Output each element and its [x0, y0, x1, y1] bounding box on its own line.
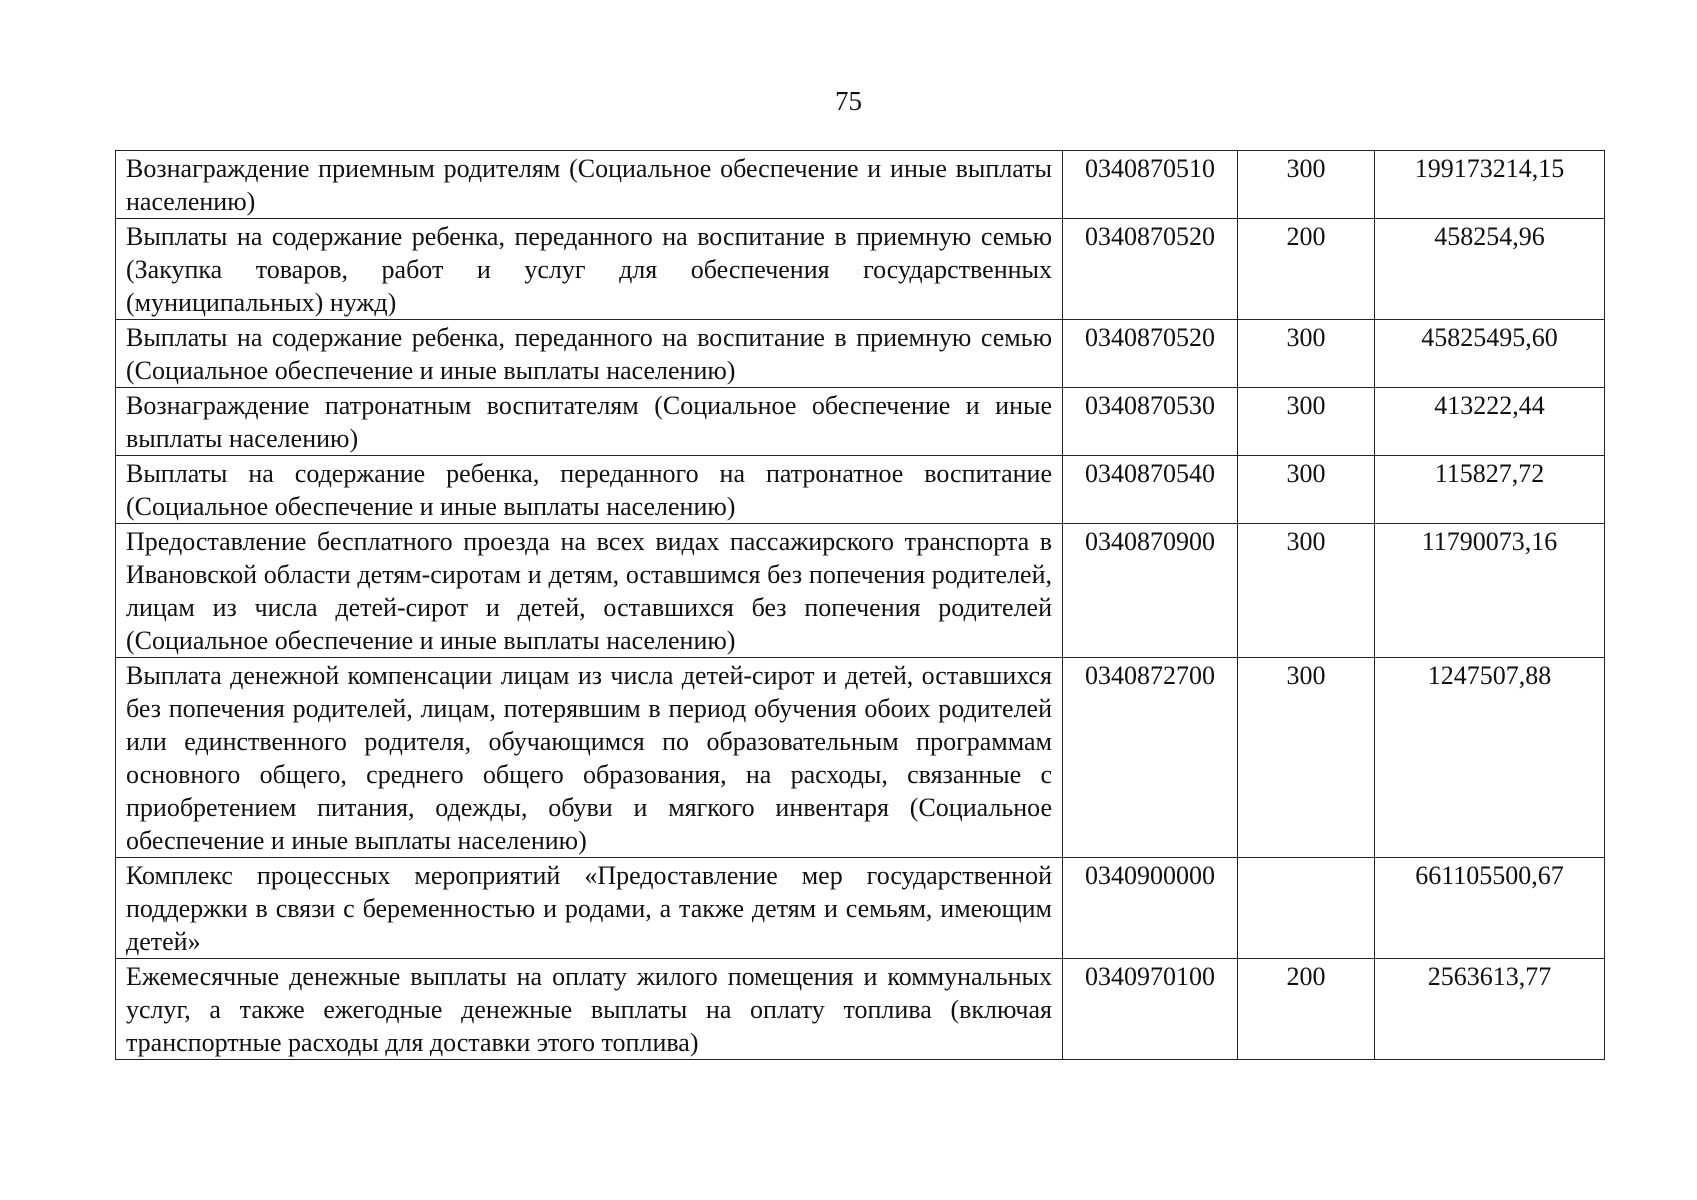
target-code: 0340870520 — [1063, 320, 1238, 388]
table-row — [116, 524, 1605, 658]
table-row — [116, 959, 1605, 1060]
amount: 458254,96 — [1375, 219, 1605, 320]
target-code: 0340970100 — [1063, 959, 1238, 1060]
target-code: 0340870900 — [1063, 524, 1238, 658]
table-row — [116, 219, 1605, 320]
amount: 11790073,16 — [1375, 524, 1605, 658]
expense-type-code: 300 — [1238, 456, 1375, 524]
expense-type-code — [1238, 858, 1375, 959]
expense-name: Выплаты на содержание ребенка, переданного на патронатное воспитание (Социальное обеспечение и иные выплаты населению) — [116, 456, 1063, 524]
expense-type-code: 300 — [1238, 658, 1375, 858]
expense-name-cell — [116, 959, 1063, 1060]
expense-type-code: 200 — [1238, 959, 1375, 1060]
amount: 115827,72 — [1375, 456, 1605, 524]
amount: 413222,44 — [1375, 388, 1605, 456]
expense-type-code: 300 — [1238, 524, 1375, 658]
expense-name: Выплаты на содержание ребенка, переданного на воспитание в приемную семью (Социальное обеспечение и иные выплаты населению) — [116, 320, 1063, 388]
expense-type-code: 300 — [1238, 151, 1375, 219]
amount: 2563613,77 — [1375, 959, 1605, 1060]
target-code: 0340870530 — [1063, 388, 1238, 456]
table-row — [116, 151, 1605, 219]
table-row — [116, 456, 1605, 524]
expense-name: Вознаграждение приемным родителям (Социальное обеспечение и иные выплаты населению) — [116, 151, 1063, 219]
budget-table — [115, 150, 1605, 1060]
expense-name: Выплата денежной компенсации лицам из числа детей-сирот и детей, оставшихся без попечения родителей, лицам, потерявшим в период обучения обоих родителей или единственного родителя, обучающимся по образовательным программам основного общего, среднего общего образования, на расходы, связанные с приобретением питания, одежды, обуви и мягкого инвентаря (Социальное обеспечение и иные выплаты населению) — [116, 658, 1063, 858]
amount: 661105500,67 — [1375, 858, 1605, 959]
page-number: 75 — [835, 86, 862, 116]
table-row — [116, 658, 1605, 858]
table-row — [116, 388, 1605, 456]
expense-name: Выплаты на содержание ребенка, переданного на воспитание в приемную семью (Закупка товаров, работ и услуг для обеспечения государственных (муниципальных) нужд) — [116, 219, 1063, 320]
table-row — [116, 858, 1605, 959]
expense-name: Комплекс процессных мероприятий «Предоставление мер государственной поддержки в связи с беременностью и родами, а также детям и семьям, имеющим детей» — [116, 858, 1063, 959]
table-row — [116, 320, 1605, 388]
target-code: 0340900000 — [1063, 858, 1238, 959]
expense-name: Ежемесячные денежные выплаты на оплату жилого помещения и коммунальных услуг, а также ежегодные денежные выплаты на оплату топлива (включая транспортные расходы для доставки этого топлива) — [126, 962, 1052, 1057]
amount: 45825495,60 — [1375, 320, 1605, 388]
expense-type-code: 200 — [1238, 219, 1375, 320]
expense-name: Вознаграждение патронатным воспитателям (Социальное обеспечение и иные выплаты населению) — [116, 388, 1063, 456]
amount: 1247507,88 — [1375, 658, 1605, 858]
target-code: 0340872700 — [1063, 658, 1238, 858]
expense-type-code: 300 — [1238, 320, 1375, 388]
expense-name: Предоставление бесплатного проезда на всех видах пассажирского транспорта в Ивановской области детям-сиротам и детям, оставшимся без попечения родителей, лицам из числа детей-сирот и детей, оставшихся без попечения родителей (Социальное обеспечение и иные выплаты населению) — [116, 524, 1063, 658]
amount: 199173214,15 — [1375, 151, 1605, 219]
target-code: 0340870540 — [1063, 456, 1238, 524]
expense-type-code: 300 — [1238, 388, 1375, 456]
target-code: 0340870510 — [1063, 151, 1238, 219]
target-code: 0340870520 — [1063, 219, 1238, 320]
